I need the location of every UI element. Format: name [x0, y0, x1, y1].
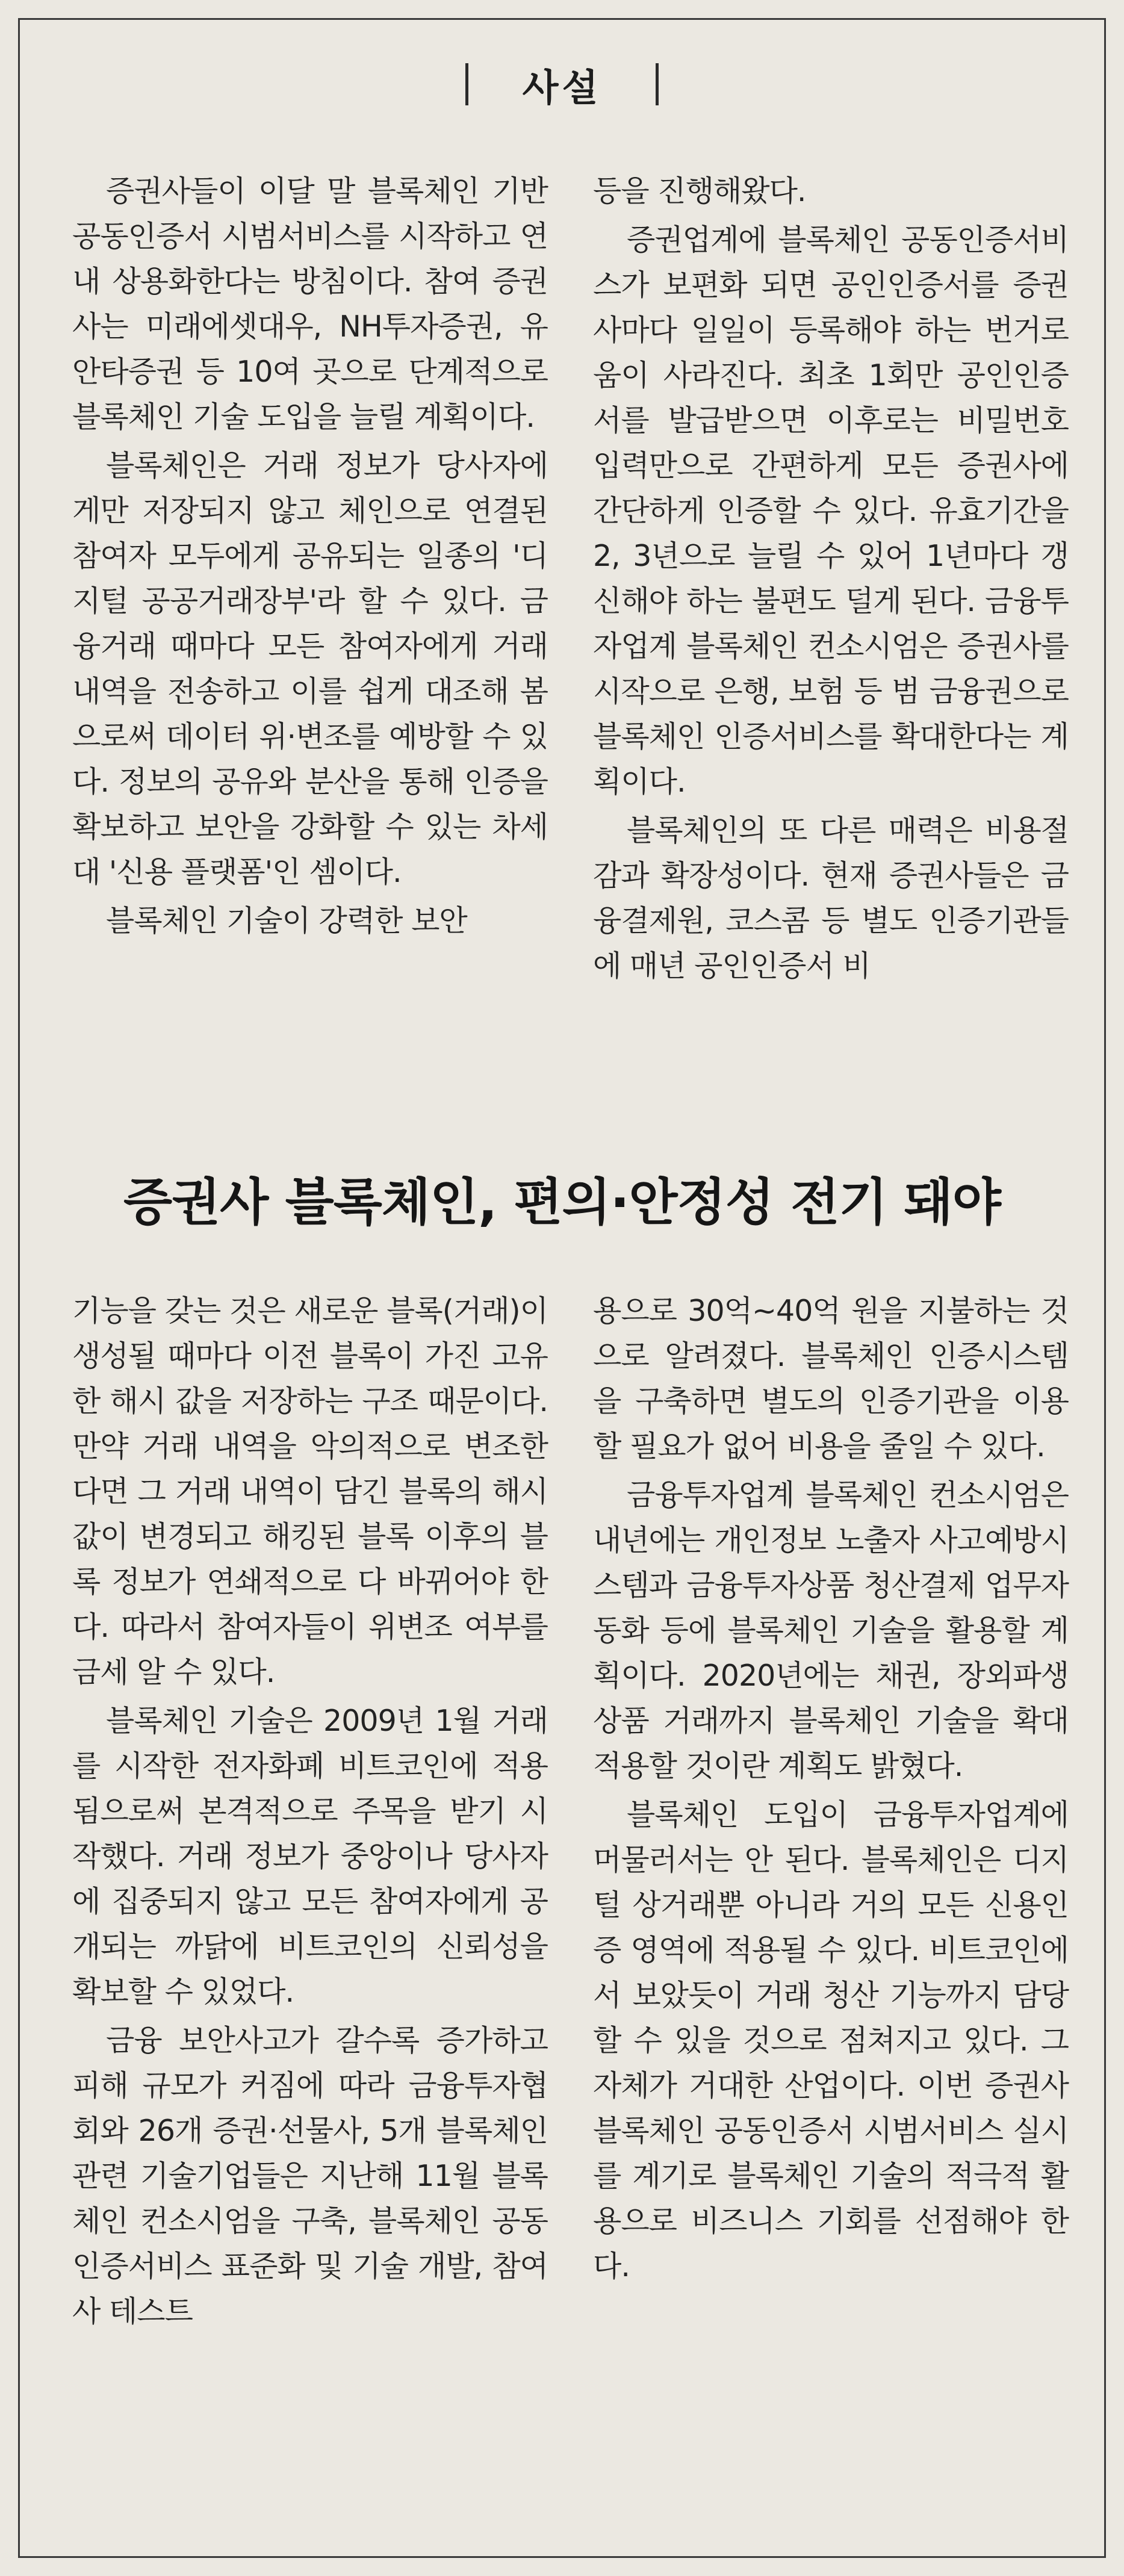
paragraph: 금융 보안사고가 갈수록 증가하고 피해 규모가 커짐에 따라 금융투자협회와 26개 증권·선물사, 5개 블록체인 관련 기술기업들은 지난해 11월 블록체인 컨소시엄을 구축, 블록체인 공동인증서비스 표준화 및 기술 개발, 참여사 테스트: [72, 2023, 548, 2329]
paragraph: 증권업계에 블록체인 공동인증서비스가 보편화 되면 공인인증서를 증권사마다 일일이 등록해야 하는 번거로움이 사라진다. 최초 1회만 공인인증서를 발급받으면 이후로는 비밀번호 입력만으로 간편하게 모든 증권사에 간단하게 인증할 수 있다. 유효기간을 2, 3년으로 늘릴 수 있어 1년마다 갱신해야 하는 불편도 덜게 된다. 금융투자업계 블록체인 컨소시엄은 증권사를 시작으로 은행, 보험 등 범 금융권으로 블록체인 인증서비스를 확대한다는 계획이다.: [593, 223, 1069, 799]
paragraph-continued: 용으로 30억~40억 원을 지불하는 것으로 알려졌다. 블록체인 인증시스템을 구축하면 별도의 인증기관을 이용할 필요가 없어 비용을 줄일 수 있다.: [593, 1294, 1069, 1463]
header-divider-left: [465, 63, 468, 105]
paragraph: 증권사들이 이달 말 블록체인 기반 공동인증서 시범서비스를 시작하고 연내 상용화한다는 방침이다. 참여 증권사는 미래에셋대우, NH투자증권, 유안타증권 등 10여 곳으로 단계적으로 블록체인 기술 도입을 늘릴 계획이다.: [72, 174, 548, 434]
paragraph: 금융투자업계 블록체인 컨소시엄은 내년에는 개인정보 노출자 사고예방시스템과 금융투자상품 청산결제 업무자동화 등에 블록체인 기술을 활용할 계획이다. 2020년에는 채권, 장외파생상품 거래까지 블록체인 기술을 확대 적용할 것이란 계획도 밝혔다.: [593, 1478, 1069, 1783]
header-divider-right: [656, 63, 659, 105]
section-header: [0, 57, 1124, 111]
paragraph-continued: 기능을 갖는 것은 새로운 블록(거래)이 생성될 때마다 이전 블록이 가진 고유한 해시 값을 저장하는 구조 때문이다. 만약 거래 내역을 악의적으로 변조한다면 그 거래 내역이 담긴 블록의 해시 값이 변경되고 해킹된 블록 이후의 블록 정보가 연쇄적으로 다 바뀌어야 한다. 따라서 참여자들이 위변조 여부를 금세 알 수 있다.: [72, 1294, 548, 1689]
section-label: 사설: [522, 65, 602, 110]
paragraph: 블록체인 기술이 강력한 보안: [106, 904, 467, 938]
column-left-bottom: [72, 1288, 548, 2534]
paragraph: 블록체인의 또 다른 매력은 비용절감과 확장성이다. 현재 증권사들은 금융결제원, 코스콤 등 별도 인증기관들에 매년 공인인증서 비: [593, 813, 1069, 983]
paragraph: 블록체인 기술은 2009년 1월 거래를 시작한 전자화폐 비트코인에 적용됨으로써 본격적으로 주목을 받기 시작했다. 거래 정보가 중앙이나 당사자에 집중되지 않고 모든 참여자에게 공개되는 까닭에 비트코인의 신뢰성을 확보할 수 있었다.: [72, 1704, 548, 2009]
paragraph-continued: 등을 진행해왔다.: [593, 174, 806, 208]
column-left-top: [72, 169, 548, 1114]
article-headline: 증권사 블록체인, 편의·안정성 전기 돼야: [123, 1172, 1001, 1232]
column-right-bottom: [593, 1288, 1069, 2534]
paragraph: 블록체인은 거래 정보가 당사자에게만 저장되지 않고 체인으로 연결된 참여자 모두에게 공유되는 일종의 '디지털 공공거래장부'라 할 수 있다. 금융거래 때마다 모든 참여자에게 거래내역을 전송하고 이를 쉽게 대조해 봄으로써 데이터 위·변조를 예방할 수 있다. 정보의 공유와 분산을 통해 인증을 확보하고 보안을 강화할 수 있는 차세대 '신용 플랫폼'인 셈이다.: [72, 448, 548, 889]
column-right-top: [593, 169, 1069, 1114]
paragraph: 블록체인 도입이 금융투자업계에 머물러서는 안 된다. 블록체인은 디지털 상거래뿐 아니라 거의 모든 신용인증 영역에 적용될 수 있다. 비트코인에서 보았듯이 거래 청산 기능까지 담당할 수 있을 것으로 점쳐지고 있다. 그 자체가 거대한 산업이다. 이번 증권사 블록체인 공동인증서 시범서비스 실시를 계기로 블록체인 기술의 적극적 활용으로 비즈니스 기회를 선점해야 한다.: [593, 1798, 1069, 2283]
